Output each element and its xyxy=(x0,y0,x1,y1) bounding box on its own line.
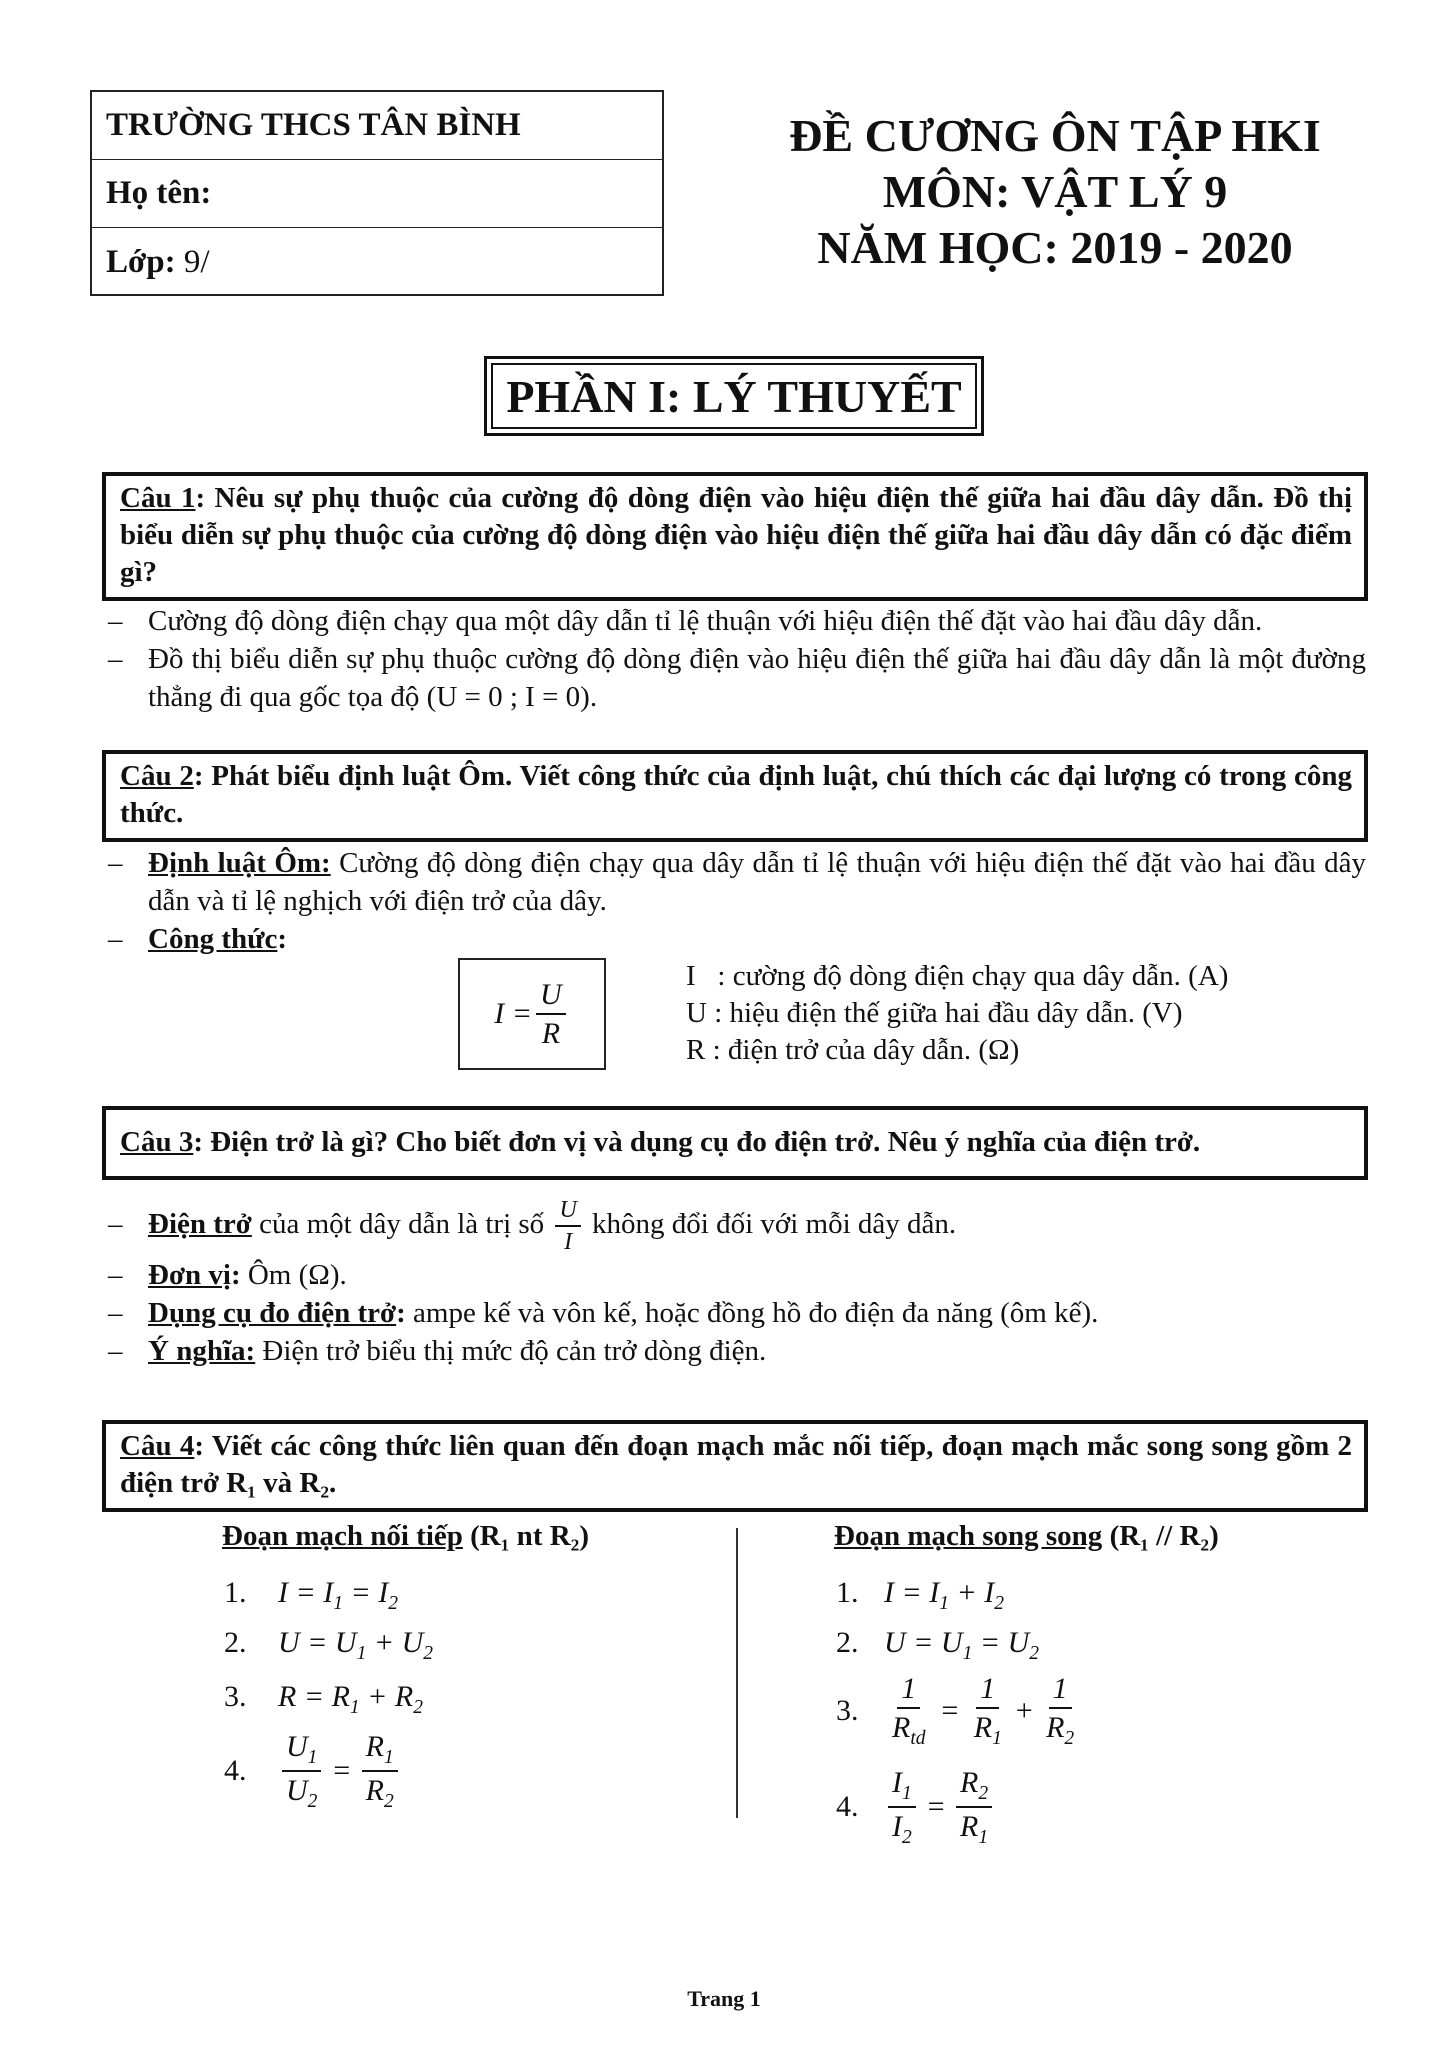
question-4-text: : Viết các công thức liên quan đến đoạn mạch mắc nối tiếp, đoạn mạch mắc song song gồm 2 điện trở R₁ và R₂. xyxy=(120,1430,1352,1499)
answer-1-item-1: – Cường độ dòng điện chạy qua một dây dẫn tỉ lệ thuận với hiệu điện thế đặt vào hai đầu dây dẫn. xyxy=(108,602,1366,640)
u1-over-u2: $\frac{U_1}{U_2}$ xyxy=(282,1730,321,1813)
title-line-2: MÔN: VẬT LÝ 9 xyxy=(882,166,1228,217)
r2-over-r1: $\frac{R_2}{R_1}$ xyxy=(956,1766,992,1849)
question-1-box xyxy=(102,472,1368,601)
name-field-label: Họ tên: xyxy=(92,160,662,228)
class-field-label: Lớp: xyxy=(106,243,176,280)
series-num-2: 2. xyxy=(224,1626,247,1659)
parallel-eq-3: $\frac{1}{R_{td}}$ = $\frac{1}{R_1}$ + $\frac{1}{R_2}$ xyxy=(884,1672,1082,1749)
ohm-law-formula xyxy=(458,958,606,1070)
parallel-heading-tail: (R₁ // R₂) xyxy=(1102,1520,1219,1552)
formula-fraction xyxy=(536,978,566,1050)
series-eq-4: $\frac{U_1}{U_2}$ = $\frac{R_1}{R_2}$ xyxy=(278,1730,402,1813)
class-field xyxy=(92,228,662,296)
legend-i: I : cường độ dòng điện chạy qua dây dẫn. (A) xyxy=(686,960,1229,992)
question-3-box xyxy=(102,1106,1368,1180)
resistance-text-2: không đổi đối với mỗi dây dẫn. xyxy=(584,1208,957,1240)
resistance-text-1: của một dây dẫn là trị số xyxy=(251,1208,552,1240)
answer-1-item-2: – Đồ thị biểu diễn sự phụ thuộc cường độ dòng điện vào hiệu điện thế giữa hai đầu dây dẫn là một đường thẳng đi qua gốc tọa độ (U = 0 ; I = 0). xyxy=(108,640,1366,716)
answer-3-definition xyxy=(108,1196,1366,1256)
series-formula-1 xyxy=(224,1576,398,1615)
meaning-label: Ý nghĩa: xyxy=(148,1334,256,1367)
question-1-number: Câu 1 xyxy=(120,482,196,514)
series-eq-3: $R = R_1 + R_2$ xyxy=(278,1680,423,1718)
answer-2-formula-label xyxy=(108,920,1366,958)
parallel-num-4: 4. xyxy=(836,1790,859,1824)
u-over-i-fraction xyxy=(555,1197,580,1256)
r1-over-r2: $\frac{R_1}{R_2}$ xyxy=(362,1730,398,1813)
page-number: Trang 1 xyxy=(687,1986,761,2011)
legend-r: R : điện trở của dây dẫn. (Ω) xyxy=(686,1034,1020,1066)
series-formula-2 xyxy=(224,1626,433,1665)
tool-label: Dụng cụ đo điện trở xyxy=(148,1296,397,1329)
series-eq-1: $I = I_1 = I_2$ xyxy=(278,1576,398,1614)
unit-label: Đơn vị xyxy=(148,1258,231,1291)
series-num-1: 1. xyxy=(224,1576,247,1609)
law-text: Cường độ dòng điện chạy qua dây dẫn tỉ lệ thuận với hiệu điện thế đặt vào hai đầu dây dẫn và tỉ lệ nghịch với điện trở của dây. xyxy=(148,847,1366,917)
formula-numerator: U xyxy=(536,978,566,1015)
parallel-eq-2: $U = U_1 = U_2$ xyxy=(884,1626,1039,1664)
meaning-text: Điện trở biểu thị mức độ cản trở dòng điện. xyxy=(255,1334,767,1367)
unit-text: Ôm (Ω). xyxy=(240,1258,347,1291)
formula-label: Công thức xyxy=(148,923,278,955)
law-label: Định luật Ôm: xyxy=(148,847,331,879)
answer-2-law xyxy=(108,844,1366,920)
answer-3-unit xyxy=(108,1256,1366,1294)
question-2-text: : Phát biểu định luật Ôm. Viết công thức của định luật, chú thích các đại lượng có trong công thức. xyxy=(120,760,1352,829)
parallel-num-3: 3. xyxy=(836,1693,859,1727)
parallel-formula-3 xyxy=(836,1672,1082,1749)
answer-2 xyxy=(108,844,1366,958)
formula-denominator: R xyxy=(541,1017,561,1050)
one-over-rtd: $\frac{1}{R_{td}}$ xyxy=(892,1672,926,1749)
series-formula-3 xyxy=(224,1680,423,1719)
one-over-r1: $\frac{1}{R_1}$ xyxy=(973,1672,1002,1749)
series-num-4: 4. xyxy=(224,1754,247,1788)
answer-3-tool xyxy=(108,1294,1366,1332)
i1-over-i2: $\frac{I_1}{I_2}$ xyxy=(888,1766,916,1849)
series-heading xyxy=(222,1520,589,1553)
title-line-1: ĐỀ CƯƠNG ÔN TẬP HKI xyxy=(789,110,1321,161)
resistance-label: Điện trở xyxy=(148,1208,252,1240)
question-1-text: : Nêu sự phụ thuộc của cường độ dòng điện vào hiệu điện thế giữa hai đầu dây dẫn. Đồ thị biểu diễn sự phụ thuộc của cường độ dòng điện vào hiệu điện thế giữa hai đầu dây dẫn có đặc điểm gì? xyxy=(120,482,1352,588)
parallel-heading xyxy=(834,1520,1219,1553)
question-4-number: Câu 4 xyxy=(120,1430,195,1462)
answer-3 xyxy=(108,1196,1366,1370)
parallel-formula-1 xyxy=(836,1576,1004,1615)
parallel-eq-4: $\frac{I_1}{I_2}$ = $\frac{R_2}{R_1}$ xyxy=(884,1766,996,1849)
parallel-num-2: 2. xyxy=(836,1626,859,1659)
question-2-number: Câu 2 xyxy=(120,760,194,792)
series-num-3: 3. xyxy=(224,1680,247,1713)
series-formula-4 xyxy=(224,1730,402,1813)
parallel-formula-2 xyxy=(836,1626,1039,1665)
question-4-box xyxy=(102,1420,1368,1512)
title-line-3: NĂM HỌC: 2019 - 2020 xyxy=(817,222,1293,273)
school-name: TRƯỜNG THCS TÂN BÌNH xyxy=(92,92,662,160)
section-title-box xyxy=(484,356,984,436)
parallel-eq-1: $I = I_1 + I_2$ xyxy=(884,1576,1004,1614)
legend-u: U : hiệu điện thế giữa hai đầu dây dẫn. (V) xyxy=(686,997,1183,1029)
series-eq-2: $U = U_1 + U_2$ xyxy=(278,1626,433,1664)
u-over-i-denominator: I xyxy=(564,1229,573,1256)
question-3-text: : Điện trở là gì? Cho biết đơn vị và dụng cụ đo điện trở. Nêu ý nghĩa của điện trở. xyxy=(193,1126,1201,1158)
answer-3-meaning xyxy=(108,1332,1366,1370)
question-2-box xyxy=(102,750,1368,842)
class-field-value: 9/ xyxy=(183,243,210,280)
series-heading-tail: (R₁ nt R₂) xyxy=(462,1520,590,1552)
formula-lhs: I = xyxy=(494,997,533,1030)
question-3-number: Câu 3 xyxy=(120,1126,194,1158)
unit-colon: : xyxy=(230,1258,241,1291)
formula-label-colon: : xyxy=(277,923,288,955)
series-heading-label: Đoạn mạch nối tiếp xyxy=(222,1520,463,1552)
parallel-heading-label: Đoạn mạch song song xyxy=(834,1520,1103,1552)
column-divider xyxy=(736,1528,738,1818)
tool-colon: : xyxy=(396,1296,406,1329)
answer-1 xyxy=(108,602,1366,716)
tool-text: ampe kế và vôn kế, hoặc đồng hồ đo điện đa năng (ôm kế). xyxy=(405,1296,1099,1329)
section-title: PHẦN I: LÝ THUYẾT xyxy=(491,363,977,429)
parallel-formula-4 xyxy=(836,1766,996,1849)
student-info-box xyxy=(90,90,664,296)
document-title xyxy=(700,108,1410,276)
u-over-i-numerator: U xyxy=(555,1197,580,1227)
formula-legend xyxy=(686,958,1228,1069)
one-over-r2: $\frac{1}{R_2}$ xyxy=(1046,1672,1075,1749)
parallel-num-1: 1. xyxy=(836,1576,859,1609)
